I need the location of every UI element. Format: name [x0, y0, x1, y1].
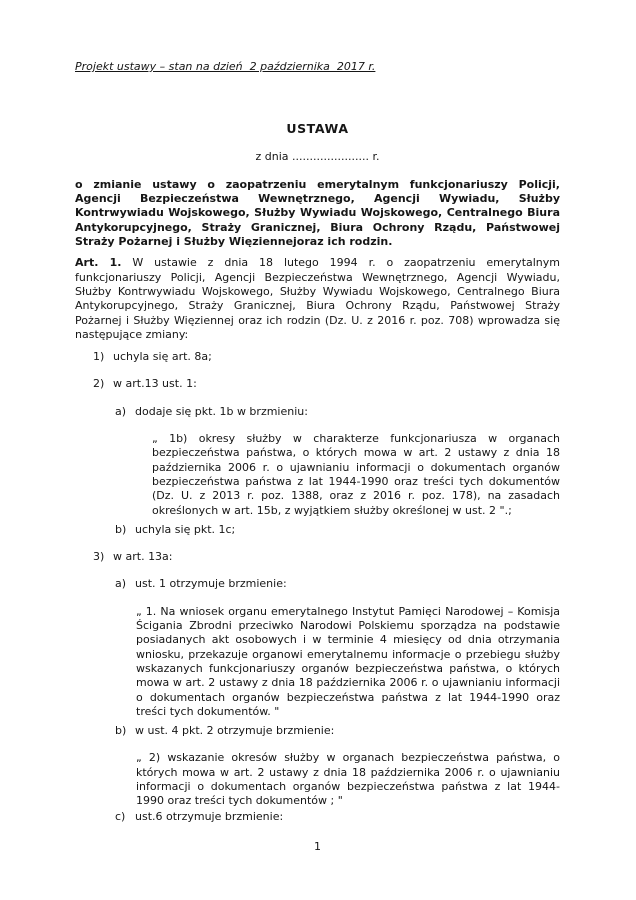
list-text: w art.13 ust. 1: — [113, 377, 197, 391]
article-1-label: Art. 1. — [75, 256, 122, 270]
list-marker: b) — [115, 522, 127, 536]
list-item-2b — [75, 523, 560, 537]
quoted-provision-1b: „ 1b) okresy służby w charakterze funkcjonariusza w organach bezpieczeństwa państwa, o których mowa w art. 2 ustawy z dnia 18 października 2006 r. o ujawnianiu informacji o dokumentach organów bezpieczeństwa państwa z lat 1944-1990 oraz treści tych dokumentów (Dz. U. z 2013 r. poz. 1388, oraz z 2016 r. poz. 178), na zasadach określonych w art. 15b, z wyjątkiem służby określonej w ust. 2 ".; — [152, 432, 560, 517]
article-1-paragraph — [75, 256, 560, 342]
page-number: 1 — [314, 839, 321, 853]
list-marker: 3) — [93, 550, 105, 564]
list-item-3a — [75, 577, 560, 591]
list-item-3 — [75, 550, 560, 564]
list-item-2a — [75, 405, 560, 419]
list-item-1 — [75, 350, 560, 364]
law-subject: o zmianie ustawy o zaopatrzeniu emerytalnym funkcjonariuszy Policji, Agencji Bezpieczeństwa Wewnętrznego, Agencji Wywiadu, Służby Kontrwywiadu Wojskowego, Służby Wywiadu Wojskowego, Centralnego Biura Antykorupcyjnego, Straży Granicznej, Biura Ochrony Rządu, Państwowej Straży Pożarnej i Służby Więziennejoraz ich rodzin. — [75, 177, 560, 249]
list-marker: 1) — [93, 350, 105, 364]
list-text: dodaje się pkt. 1b w brzmieniu: — [135, 404, 308, 418]
list-marker: c) — [115, 809, 126, 823]
list-text: w art. 13a: — [113, 550, 173, 564]
list-item-2 — [75, 377, 560, 391]
list-marker: 2) — [93, 377, 105, 391]
list-text: ust.6 otrzymuje brzmienie: — [135, 809, 284, 823]
quoted-provision-ust1: „ 1. Na wniosek organu emerytalnego Instytut Pamięci Narodowej – Komisja Ścigania Zbrodni przeciwko Narodowi Polskiemu sporządza na podstawie posiadanych akt osobowych i w terminie 4 miesięcy od dnia otrzymania wniosku, przekazuje organowi emerytalnemu informacje o przebiegu służby wskazanych funkcjonariuszy organów bezpieczeństwa państwa, o których mowa w art. 2 ustawy z dnia 18 października 2006 r. o ujawnianiu informacji o dokumentach organów bezpieczeństwa państwa z lat 1944-1990 oraz treści tych dokumentów. " — [136, 604, 560, 718]
list-item-3c — [75, 810, 560, 824]
list-text: uchyla się art. 8a; — [113, 350, 212, 364]
list-text: w ust. 4 pkt. 2 otrzymuje brzmienie: — [135, 724, 335, 738]
list-marker: a) — [115, 577, 127, 591]
list-text: uchyla się pkt. 1c; — [135, 522, 236, 536]
list-item-3b — [75, 724, 560, 738]
draft-status-note: Projekt ustawy – stan na dzień 2 października 2017 r. — [75, 60, 376, 73]
law-date-line: z dnia ...................... r. — [255, 149, 380, 163]
list-text: ust. 1 otrzymuje brzmienie: — [135, 577, 287, 591]
article-1-text: W ustawie z dnia 18 lutego 1994 r. o zaopatrzeniu emerytalnym funkcjonariuszy Policji, Agencji Bezpieczeństwa Wewnętrznego, Agencji Wywiadu, Służby Kontrwywiadu Wojskowego, Służby Wywiadu Wojskowego, Centralnego Biura Antykorupcyjnego, Straży Granicznej, Biura Ochrony Rządu, Państwowej Straży Pożarnej i Służby Więziennej oraz ich rodzin (Dz. U. z 2016 r. poz. 708) wprowadza się następujące zmiany: — [75, 256, 560, 341]
list-marker: b) — [115, 724, 127, 738]
law-title: USTAWA — [286, 121, 349, 137]
quoted-provision-pkt2: „ 2) wskazanie okresów służby w organach bezpieczeństwa państwa, o których mowa w art. 2 ustawy z dnia 18 października 2006 r. o ujawnianiu informacji o dokumentach organów bezpieczeństwa państwa z lat 1944-1990 oraz treści tych dokumentów ; " — [136, 751, 560, 808]
list-marker: a) — [115, 404, 127, 418]
